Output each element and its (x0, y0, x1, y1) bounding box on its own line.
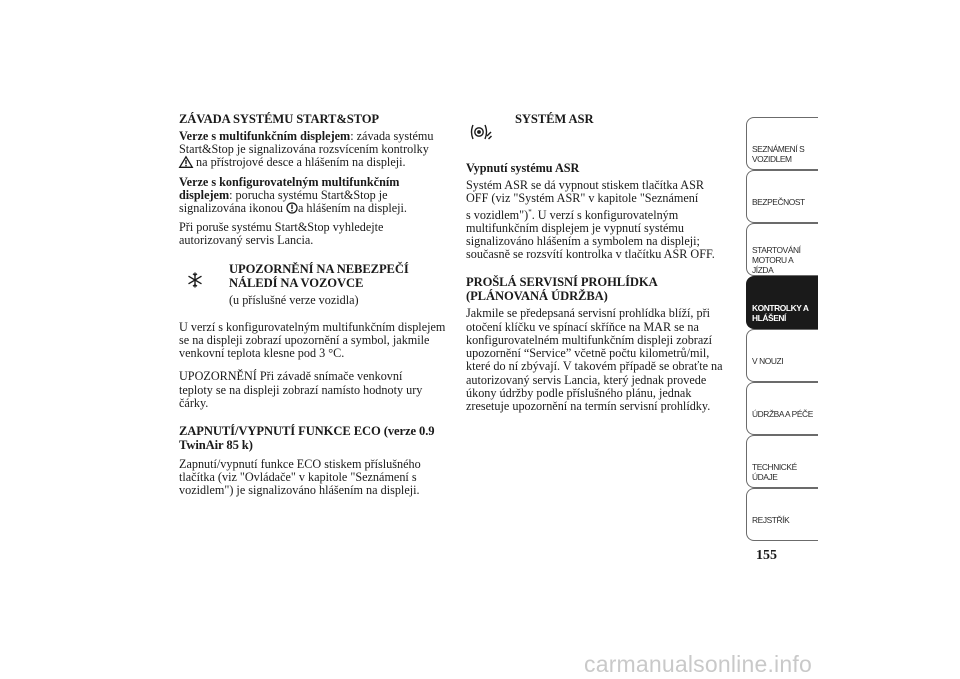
paragraph-service-due (466, 307, 731, 413)
asr-header (466, 112, 731, 152)
text: Zapnutí/vypnutí funkce ECO stiskem příslušného (179, 457, 421, 472)
section-title-service (466, 275, 731, 303)
text: upozornění “Service” včetně počtu kilometrů/mil, (466, 346, 710, 361)
bold-lead: Verze s konfigurovatelným multifunkčním (179, 174, 400, 189)
tab-label: HLÁŠENÍ (752, 313, 786, 323)
bold-lead: displejem (179, 187, 230, 202)
text: multifunkčním displejem je vypnutí systému (466, 220, 685, 235)
text: venkovní teplota klesne pod 3 °C. (179, 346, 345, 361)
watermark: carmanualsonline.info (584, 651, 812, 677)
text: : závada systému (350, 129, 434, 143)
page-number: 155 (756, 548, 777, 563)
tab-label: KONTROLKY A (752, 303, 809, 313)
tab-label: V NOUZI (752, 356, 784, 366)
left-column (179, 112, 451, 498)
text: se na displeji zobrazí upozornění a symbol, jakmile (179, 333, 430, 348)
text: vozidlem") je signalizováno hlášením na displeji. (179, 483, 420, 498)
paragraph-sensor-fault (179, 370, 451, 410)
snowflake-icon (187, 272, 203, 291)
asr-off-icon (470, 122, 492, 145)
text: signalizována ikonou (179, 201, 283, 216)
paragraph-service (179, 221, 451, 247)
version-note: (u příslušné verze vozidla) (229, 292, 359, 307)
text: tlačítka (viz "Ovládače" v kapitole "Seznámení s (179, 470, 417, 485)
text: Při poruše systému Start&Stop vyhledejte (179, 220, 384, 235)
paragraph-multifunction (179, 130, 451, 172)
text: a hlášením na displeji. (297, 201, 407, 216)
paragraph-asr (466, 179, 731, 261)
paragraph-ice (179, 321, 451, 361)
text: na přístrojové desce a hlášením na displeji. (196, 155, 406, 170)
section-title-start-stop: ZÁVADA SYSTÉMU START&STOP (179, 112, 380, 126)
text: autorizovaný servis Lancia. (179, 233, 314, 248)
tab-label: BEZPEČNOST (752, 197, 805, 207)
paragraph-configurable (179, 176, 451, 218)
tab-label: SEZNÁMENÍ S (752, 144, 805, 154)
section-title-eco (179, 424, 451, 452)
tab-label: VOZIDLEM (752, 154, 792, 164)
text: konfigurovatelném multifunkčním displeji zobrazí (466, 332, 713, 347)
paragraph-eco (179, 458, 451, 498)
tab-label: TECHNICKÉ (752, 462, 797, 472)
text: PROŠLÁ SERVISNÍ PROHLÍDKA (466, 275, 658, 290)
text: . U verzí s konfigurovatelným (531, 207, 679, 222)
tab-seznameni[interactable] (746, 117, 818, 170)
tab-label: ÚDAJE (752, 472, 778, 482)
right-column (466, 112, 731, 413)
section-title-ice-warning (229, 262, 451, 290)
text: Systém ASR se dá vypnout stiskem tlačítka ASR (466, 178, 705, 193)
tab-label: REJSTŘÍK (752, 515, 790, 525)
text: OFF (viz "Systém ASR" v kapitole "Seznámení (466, 191, 699, 206)
start-stop-fault-icon (286, 202, 298, 217)
text: TwinAir 85 k) (179, 438, 253, 453)
bold-lead: Verze s multifunkčním displejem (179, 129, 351, 143)
subtitle-asr-off: Vypnutí systému ASR (466, 161, 580, 175)
footnote-marker: * (528, 207, 532, 216)
text: teploty se na displeji zobrazí namísto hodnoty ury (179, 382, 423, 397)
text: které do ní zbývají. V takovém případě se obraťte na (466, 359, 723, 374)
text: (PLÁNOVANÁ ÚDRŽBA) (466, 289, 608, 304)
text: UPOZORNĚNÍ Při závadě snímače venkovní (179, 369, 403, 384)
text: Jakmile se předepsaná servisní prohlídka blíží, při (466, 306, 711, 321)
tab-startovani[interactable] (746, 223, 818, 276)
tab-rejstrik[interactable] (746, 488, 818, 541)
text: signalizováno hlášením a symbolem na displeji; (466, 234, 700, 249)
tab-udrzba[interactable] (746, 382, 818, 435)
text: Start&Stop je signalizována rozsvícením kontrolky (179, 142, 429, 157)
text: ZAPNUTÍ/VYPNUTÍ FUNKCE ECO (verze 0.9 (179, 424, 435, 439)
text: zresetuje upozornění na termín servisní prohlídky. (466, 398, 711, 413)
text: s vozidlem") (466, 207, 529, 222)
text: čárky. (179, 395, 209, 410)
ice-warning-block (179, 262, 451, 307)
text: U verzí s konfigurovatelným multifunkčním displejem (179, 319, 446, 334)
text: autorizovaný servis Lancia, který jednak provede (466, 372, 707, 387)
tab-technicke[interactable] (746, 435, 818, 488)
tab-label: ÚDRŽBA A PÉČE (752, 409, 813, 419)
text: UPOZORNĚNÍ NA NEBEZPEČÍ (229, 261, 409, 276)
tab-kontrolky[interactable] (746, 276, 818, 329)
tab-bezpecnost[interactable] (746, 170, 818, 223)
text: NÁLEDÍ NA VOZOVCE (229, 275, 364, 290)
section-title-asr: SYSTÉM ASR (515, 112, 594, 126)
text: úkony údržby podle příslušného plánu, jednak (466, 385, 692, 400)
tab-v-nouzi[interactable] (746, 329, 818, 382)
warning-triangle-icon (179, 156, 193, 171)
text: : porucha systému Start&Stop je (229, 187, 388, 202)
text: otočení klíčku ve spínací skříňce na MAR se na (466, 319, 699, 334)
text: současně se rozsvítí kontrolka v tlačítku ASR OFF. (466, 247, 715, 262)
tab-label: MOTORU A JÍZDA (752, 255, 793, 275)
tab-label: STARTOVÁNÍ (752, 245, 801, 255)
chapter-tabs (746, 117, 818, 541)
